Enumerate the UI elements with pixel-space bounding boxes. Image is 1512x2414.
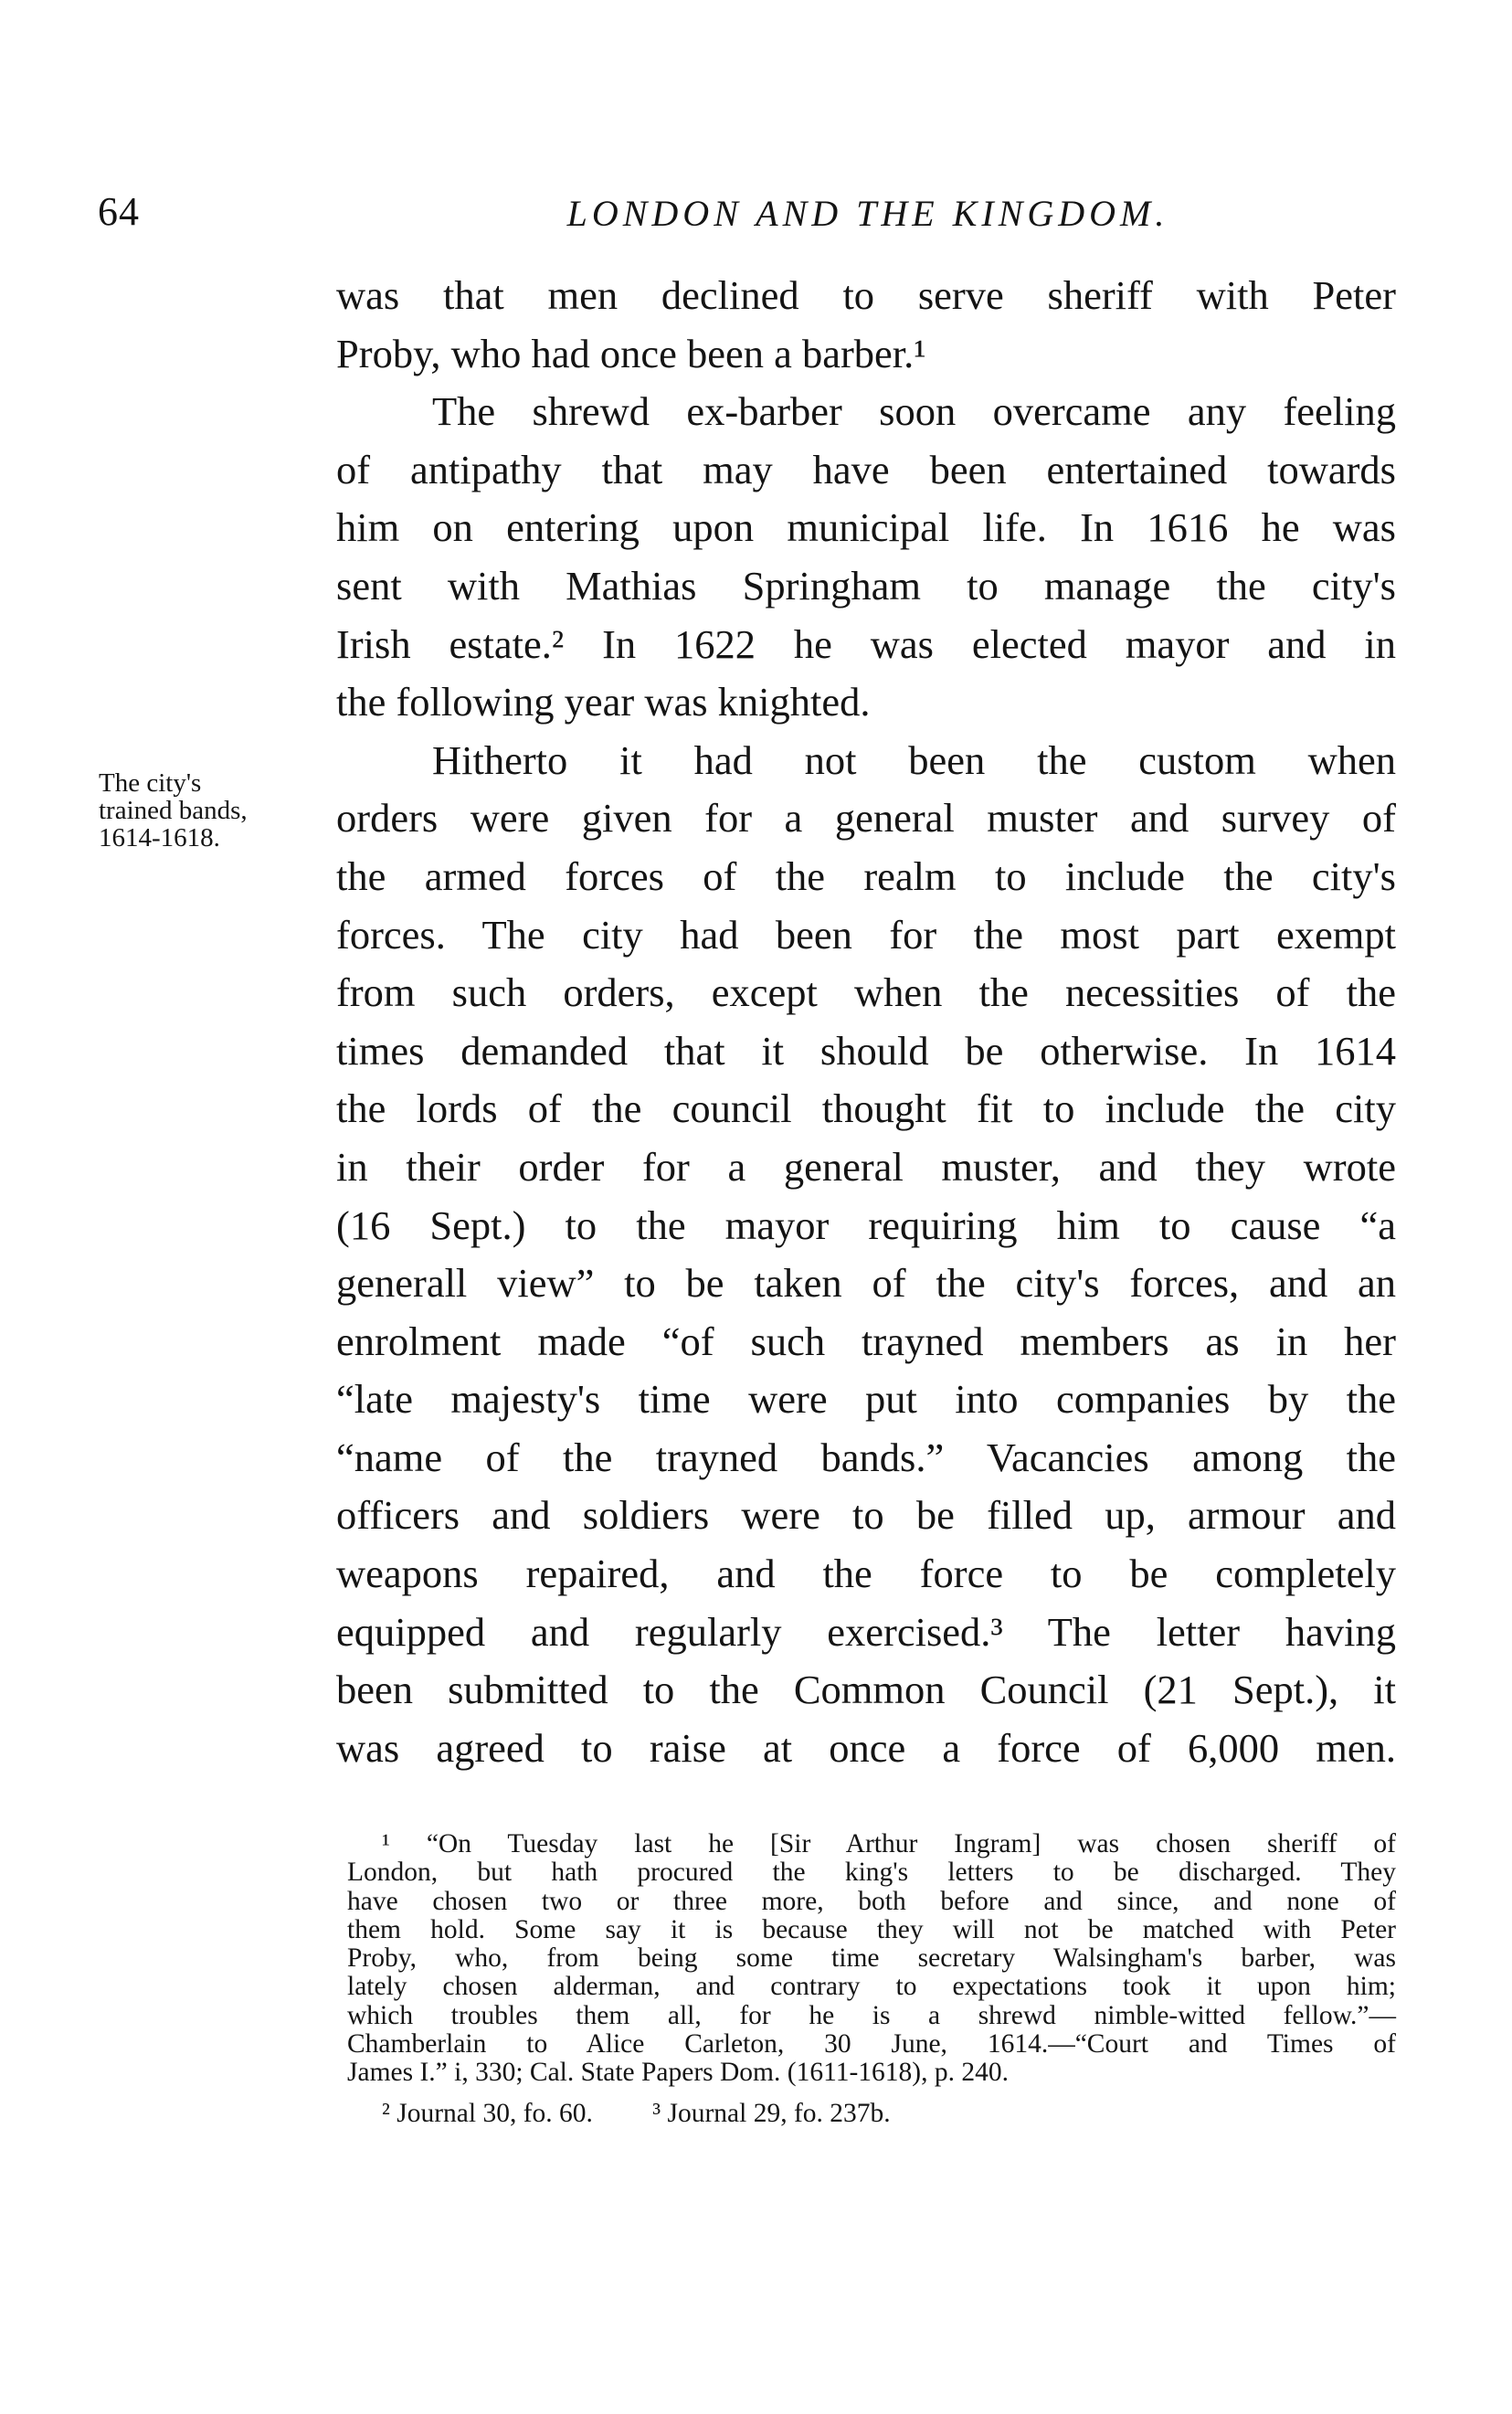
footnotes — [347, 1830, 1396, 2129]
footnote-line: which troubles them all, for he is a shrewd nimble-witted fellow.”— — [347, 2000, 1396, 2030]
text-line: sent with Mathias Springham to manage the city's — [336, 562, 1396, 609]
text-line: was that men declined to serve sheriff with Peter — [336, 272, 1396, 318]
text-line: from such orders, except when the necessities of the — [336, 969, 1396, 1016]
margin-note-line: 1614-1618. — [99, 823, 220, 852]
text-line: generall view” to be taken of the city's forces, and an — [336, 1260, 1396, 1307]
body-text — [336, 267, 1396, 1777]
text-line: the lords of the council thought fit to include the city — [336, 1085, 1396, 1132]
margin-note — [99, 769, 336, 852]
text-line: the armed forces of the realm to include the city's — [336, 852, 1396, 899]
text-line: equipped and regularly exercised.³ The letter having — [336, 1608, 1396, 1655]
footnote-line: have chosen two or three more, both before and since, and none of — [347, 1886, 1396, 1916]
text-line: of antipathy that may have been entertained towards — [336, 446, 1396, 492]
text-line: forces. The city had been for the most part exempt — [336, 911, 1396, 958]
footnote-2: ² Journal 30, fo. 60. — [382, 2098, 593, 2128]
running-head-title: LONDON AND THE KINGDOM. — [566, 193, 1169, 234]
text-line: Irish estate.² In 1622 he was elected mayor and in — [336, 620, 1396, 667]
text-line: “late majesty's time were put into companies by the — [336, 1376, 1396, 1423]
footnote-line: them hold. Some say it is because they will not be matched with Peter — [347, 1914, 1396, 1944]
footnote-line: London, but hath procured the king's letters to be discharged. They — [347, 1858, 1396, 1888]
text-line: The shrewd ex-barber soon overcame any feeling — [432, 388, 1396, 435]
footnote-line: lately chosen alderman, and contrary to expectations took it upon him; — [347, 1972, 1396, 2002]
footnote-line: Proby, who, from being some time secretary Walsingham's barber, was — [347, 1943, 1396, 1974]
text-line: orders were given for a general muster and survey of — [336, 795, 1396, 842]
footnote-1 — [347, 1830, 1396, 2088]
text-line: enrolment made “of such trayned members as in her — [336, 1318, 1396, 1364]
page-number: 64 — [98, 189, 140, 234]
footnote-line: James I.” i, 330; Cal. State Papers Dom. (1611-1618), p. 240. — [347, 2058, 1010, 2088]
text-line: Hitherto it had not been the custom when — [432, 736, 1396, 783]
footnote-3: ³ Journal 29, fo. 237b. — [652, 2098, 891, 2128]
footnote-references — [347, 2099, 1396, 2129]
footnote-line: Chamberlain to Alice Carleton, 30 June, 1614.—“Court and Times of — [347, 2029, 1396, 2059]
text-line: him on entering upon municipal life. In 1616 he was — [336, 504, 1396, 551]
margin-note-line: trained bands, — [99, 796, 248, 825]
paragraph-continuation — [336, 267, 1396, 383]
text-line: weapons repaired, and the force to be completely — [336, 1551, 1396, 1597]
text-line: (16 Sept.) to the mayor requiring him to cause “a — [336, 1202, 1396, 1248]
text-line: officers and soldiers were to be filled up, armour and — [336, 1492, 1396, 1539]
paragraph-proby — [336, 383, 1396, 732]
margin-note-line: The city's — [99, 768, 202, 798]
text-line: Proby, who had once been a barber.¹ — [336, 330, 926, 376]
text-line: in their order for a general muster, and they wrote — [336, 1143, 1396, 1190]
text-line: times demanded that it should be otherwise. In 1614 — [336, 1027, 1396, 1074]
footnote-line: ¹ “On Tuesday last he [Sir Arthur Ingram] was chosen sheriff of — [382, 1829, 1396, 1858]
paragraph-trained-bands — [336, 732, 1396, 1778]
text-line: been submitted to the Common Council (21 Sept.), it — [336, 1667, 1396, 1713]
text-line: was agreed to raise at once a force of 6,000 men. — [336, 1724, 1396, 1771]
text-line: “name of the trayned bands.” Vacancies among the — [336, 1434, 1396, 1480]
text-line: the following year was knighted. — [336, 679, 871, 725]
